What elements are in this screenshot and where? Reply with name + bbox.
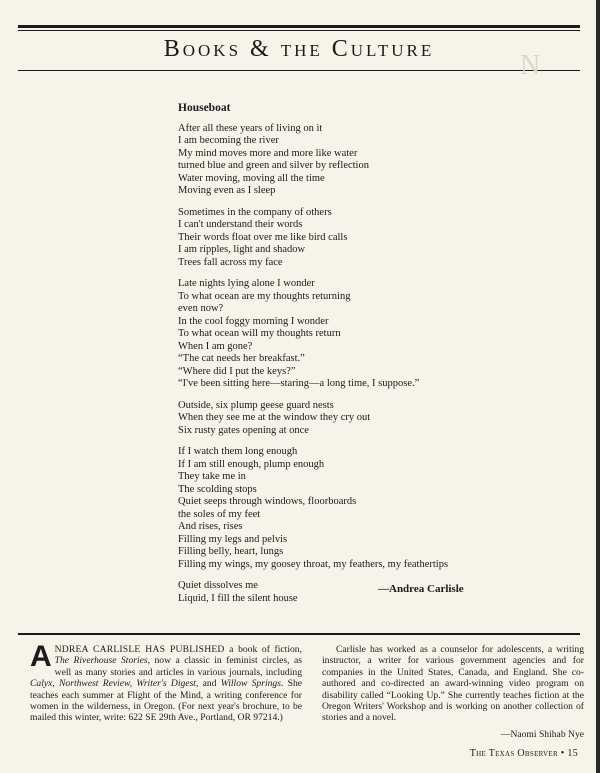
poem-stanza bbox=[178, 278, 498, 391]
poem-line: When I am gone? bbox=[178, 340, 253, 352]
poem-line: After all these years of living on it bbox=[178, 122, 323, 134]
poem-line: Moving even as I sleep bbox=[178, 185, 276, 196]
top-rule-thin bbox=[18, 30, 580, 31]
poem-line: I am becoming the river bbox=[178, 135, 279, 146]
poem-title: Houseboat bbox=[178, 102, 231, 114]
poem-line: They take me in bbox=[178, 471, 246, 482]
bio-column-left bbox=[30, 640, 303, 724]
bio-rule bbox=[18, 633, 580, 635]
poem-line: “I've been sitting here—staring—a long time, I suppose.” bbox=[178, 378, 420, 389]
footer-bullet: • bbox=[560, 748, 565, 759]
bio-column-right bbox=[322, 644, 584, 740]
top-rule-thick bbox=[18, 25, 580, 28]
bio-text: a book of fiction, bbox=[224, 644, 302, 655]
poem-line: To what ocean are my thoughts returning bbox=[178, 290, 351, 302]
section-rule-bottom bbox=[18, 70, 580, 71]
bio-text: , now a classic in feminist circles, as well as many stories and articles in various journals, including bbox=[54, 655, 302, 678]
bio-lead-caps: NDREA CARLISLE HAS PUBLISHED bbox=[54, 644, 225, 655]
poem-line: And rises, rises bbox=[178, 521, 243, 532]
poem-line: Six rusty gates opening at once bbox=[178, 424, 309, 436]
poem-line: the soles of my feet bbox=[178, 508, 261, 520]
page-number: 15 bbox=[567, 748, 578, 759]
bio-signature: —Naomi Shihab Nye bbox=[500, 728, 584, 740]
bio-text: . She teaches each summer at Flight of the Mind, a writing conference for women in the wilderness, in Oregon. (For next year's brochure, to be mailed this winter, write: 622 SE 29th Ave., Portland, OR 97214.) bbox=[30, 678, 303, 724]
poem-line: even now? bbox=[178, 303, 224, 314]
poem-line: Outside, six plump geese guard nests bbox=[178, 399, 334, 411]
bleed-through-text: N bbox=[520, 50, 541, 81]
poem-stanza bbox=[178, 207, 498, 270]
poem-stanzas bbox=[178, 123, 498, 606]
poem-line: “The cat needs her breakfast.” bbox=[178, 353, 305, 364]
poem-line: Filling my legs and pelvis bbox=[178, 533, 288, 545]
poem-author: —Andrea Carlisle bbox=[378, 583, 464, 595]
poem-line: Their words float over me like bird calls bbox=[178, 231, 348, 243]
journal-names: Calyx, Northwest Review, Writer's Digest, bbox=[30, 678, 199, 690]
poem-line: If I watch them long enough bbox=[178, 446, 298, 457]
poem-line: Liquid, I fill the silent house bbox=[178, 592, 298, 604]
poem-line: turned blue and green and silver by reflection bbox=[178, 160, 369, 171]
drop-cap: A bbox=[30, 640, 52, 673]
journal-name: Willow Springs bbox=[220, 678, 281, 690]
poem-line: Filling my wings, my goosey throat, my feathers, my feathertips bbox=[178, 558, 449, 570]
poem-line: Trees fall across my face bbox=[178, 256, 283, 268]
page-edge-shadow bbox=[596, 0, 600, 773]
poem-line: In the cool foggy morning I wonder bbox=[178, 315, 329, 327]
poem-line: If I am still enough, plump enough bbox=[178, 458, 325, 470]
poem-stanza bbox=[178, 123, 498, 198]
poem-line: To what ocean will my thoughts return bbox=[178, 328, 341, 339]
section-title: Books & the Culture bbox=[163, 36, 435, 62]
poem-stanza bbox=[178, 446, 498, 571]
bio-text: and bbox=[198, 678, 221, 690]
poem bbox=[178, 102, 498, 614]
bio-paragraph: Carlisle has worked as a counselor for adolescents, a writing instructor, a writer for various government agencies and for companies in the United States, Canada, and England. She co-authored and co-directed an award-winning video program on disability called “Looking Up.” She currently teaches fiction at the Oregon Writers' Workshop and is working on another collection of stories and a novel. bbox=[322, 644, 584, 724]
page-footer bbox=[470, 748, 578, 759]
poem-line: I am ripples, light and shadow bbox=[178, 244, 306, 255]
poem-line: Late nights lying alone I wonder bbox=[178, 278, 315, 289]
poem-stanza bbox=[178, 400, 498, 438]
poem-line: Sometimes in the company of others bbox=[178, 206, 332, 218]
publication-name: The Texas Observer bbox=[469, 748, 558, 759]
poem-line: Filling belly, heart, lungs bbox=[178, 546, 284, 557]
poem-line: When they see me at the window they cry out bbox=[178, 412, 371, 423]
poem-line: Water moving, moving all the time bbox=[178, 172, 325, 184]
poem-line: Quiet seeps through windows, floorboards bbox=[178, 496, 357, 507]
poem-line: The scolding stops bbox=[178, 483, 257, 495]
book-title: The Riverhouse Stories bbox=[54, 655, 148, 667]
poem-line: I can't understand their words bbox=[178, 219, 303, 230]
poem-line: Quiet dissolves me bbox=[178, 580, 258, 591]
poem-line: My mind moves more and more like water bbox=[178, 147, 358, 159]
poem-line: “Where did I put the keys?” bbox=[178, 365, 296, 377]
